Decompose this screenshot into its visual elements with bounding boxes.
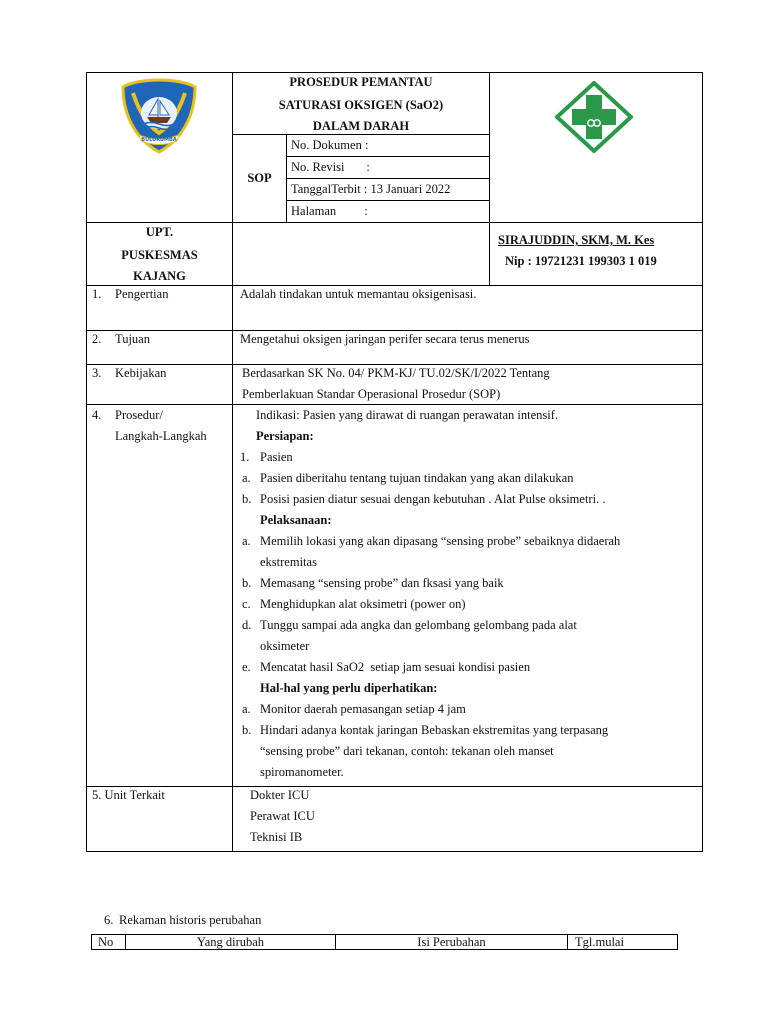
history-col-isi-perubahan: Isi Perubahan — [417, 935, 486, 949]
unit-item-1: Dokter ICU — [250, 788, 310, 802]
persiapan-marker-b: b. — [242, 492, 252, 506]
hal-marker-a: a. — [242, 702, 251, 716]
persiapan-item-b: Posisi pasien diatur sesuai dengan kebutuhan . Alat Pulse oksimetri. . — [260, 492, 606, 506]
indikasi-text: Indikasi: Pasien yang dirawat di ruangan perawatan intensif. — [256, 408, 558, 422]
row-2-label: Tujuan — [115, 332, 150, 346]
history-heading-number: 6. — [104, 913, 114, 927]
row-4-number: 4. — [92, 408, 102, 422]
revision-field: No. Revisi : — [291, 160, 370, 174]
pelaksanaan-item-a-line-2: ekstremitas — [260, 555, 317, 569]
signatory-nip: Nip : 19721231 199303 1 019 — [505, 254, 657, 268]
hal-hal-heading: Hal-hal yang perlu diperhatikan: — [260, 681, 438, 695]
tujuan-text: Mengetahui oksigen jaringan perifer secara terus menerus — [240, 332, 530, 346]
row-4-label-line-2: Langkah-Langkah — [115, 429, 207, 443]
org-line-2: PUSKESMAS — [121, 248, 198, 262]
pelaksanaan-item-c: Menghidupkan alat oksimetri (power on) — [260, 597, 466, 611]
history-col-yang-dirubah: Yang dirubah — [196, 935, 265, 949]
signatory-name: SIRAJUDDIN, SKM, M. Kes — [498, 233, 655, 247]
document-title — [233, 74, 489, 138]
unit-item-3: Teknisi IB — [250, 830, 303, 844]
row-5-label: 5. Unit Terkait — [92, 788, 165, 802]
pelaksanaan-item-a-line-1: Memilih lokasi yang akan dipasang “sensing probe” sebaiknya didaerah — [260, 534, 621, 548]
persiapan-heading: Persiapan: — [256, 429, 314, 443]
title-line-3: DALAM DARAH — [312, 119, 410, 133]
pelaksanaan-marker-b: b. — [242, 576, 252, 590]
pelaksanaan-marker-c: c. — [242, 597, 251, 611]
pelaksanaan-marker-e: e. — [242, 660, 251, 674]
pelaksanaan-item-d-line-1: Tunggu sampai ada angka dan gelombang gelombang pada alat — [260, 618, 577, 632]
pelaksanaan-heading: Pelaksanaan: — [260, 513, 332, 527]
persiapan-marker-1: 1. — [240, 450, 250, 464]
history-col-tgl-mulai: Tgl.mulai — [575, 935, 624, 949]
regency-logo — [117, 77, 201, 155]
pelaksanaan-item-d-line-2: oksimeter — [260, 639, 310, 653]
page-field: Halaman : — [291, 204, 368, 218]
org-line-3: KAJANG — [133, 269, 186, 283]
history-heading: Rekaman historis perubahan — [119, 913, 262, 927]
pelaksanaan-marker-a: a. — [242, 534, 251, 548]
kebijakan-line-1: Berdasarkan SK No. 04/ PKM-KJ/ TU.02/SK/I/2022 Tentang — [242, 366, 550, 380]
history-col-no: No — [98, 935, 114, 949]
pengertian-text: Adalah tindakan untuk memantau oksigenisasi. — [240, 287, 477, 301]
title-line-1: PROSEDUR PEMANTAU — [289, 75, 433, 89]
organization-name — [87, 222, 232, 286]
hal-marker-b: b. — [242, 723, 252, 737]
pelaksanaan-item-b: Memasang “sensing probe” dan fksasi yang baik — [260, 576, 504, 590]
persiapan-item-a: Pasien diberitahu tentang tujuan tindakan yang akan dilakukan — [260, 471, 574, 485]
row-2-number: 2. — [92, 332, 102, 346]
hal-item-b-line-2: “sensing probe” dari tekanan, contoh: tekanan oleh manset — [260, 744, 554, 758]
title-line-2: SATURASI OKSIGEN (SaO2) — [278, 98, 444, 112]
signatory-block — [498, 230, 702, 272]
org-line-1: UPT. — [145, 225, 174, 239]
unit-item-2: Perawat ICU — [250, 809, 315, 823]
kebijakan-line-2: Pemberlakuan Standar Operasional Prosedur (SOP) — [242, 387, 501, 401]
row-3-label: Kebijakan — [115, 366, 167, 380]
persiapan-marker-a: a. — [242, 471, 251, 485]
hal-item-a: Monitor daerah pemasangan setiap 4 jam — [260, 702, 466, 716]
pelaksanaan-item-e: Mencatat hasil SaO2 setiap jam sesuai kondisi pasien — [260, 660, 531, 674]
persiapan-item-1: Pasien — [260, 450, 293, 464]
hal-item-b-line-1: Hindari adanya kontak jaringan Bebaskan ekstremitas yang terpasang — [260, 723, 609, 737]
row-4-label-line-1: Prosedur/ — [115, 408, 163, 422]
row-1-number: 1. — [92, 287, 102, 301]
publish-date-field: TanggalTerbit : 13 Januari 2022 — [291, 182, 451, 196]
row-1-label: Pengertian — [115, 287, 169, 301]
row-3-number: 3. — [92, 366, 102, 380]
sop-label: SOP — [247, 171, 272, 185]
health-cross-logo — [555, 81, 633, 153]
hal-item-b-line-3: spiromanometer. — [260, 765, 344, 779]
logo-banner-text: BULUKUMBA — [141, 137, 177, 143]
pelaksanaan-marker-d: d. — [242, 618, 252, 632]
doc-number-field: No. Dokumen : — [291, 138, 369, 152]
